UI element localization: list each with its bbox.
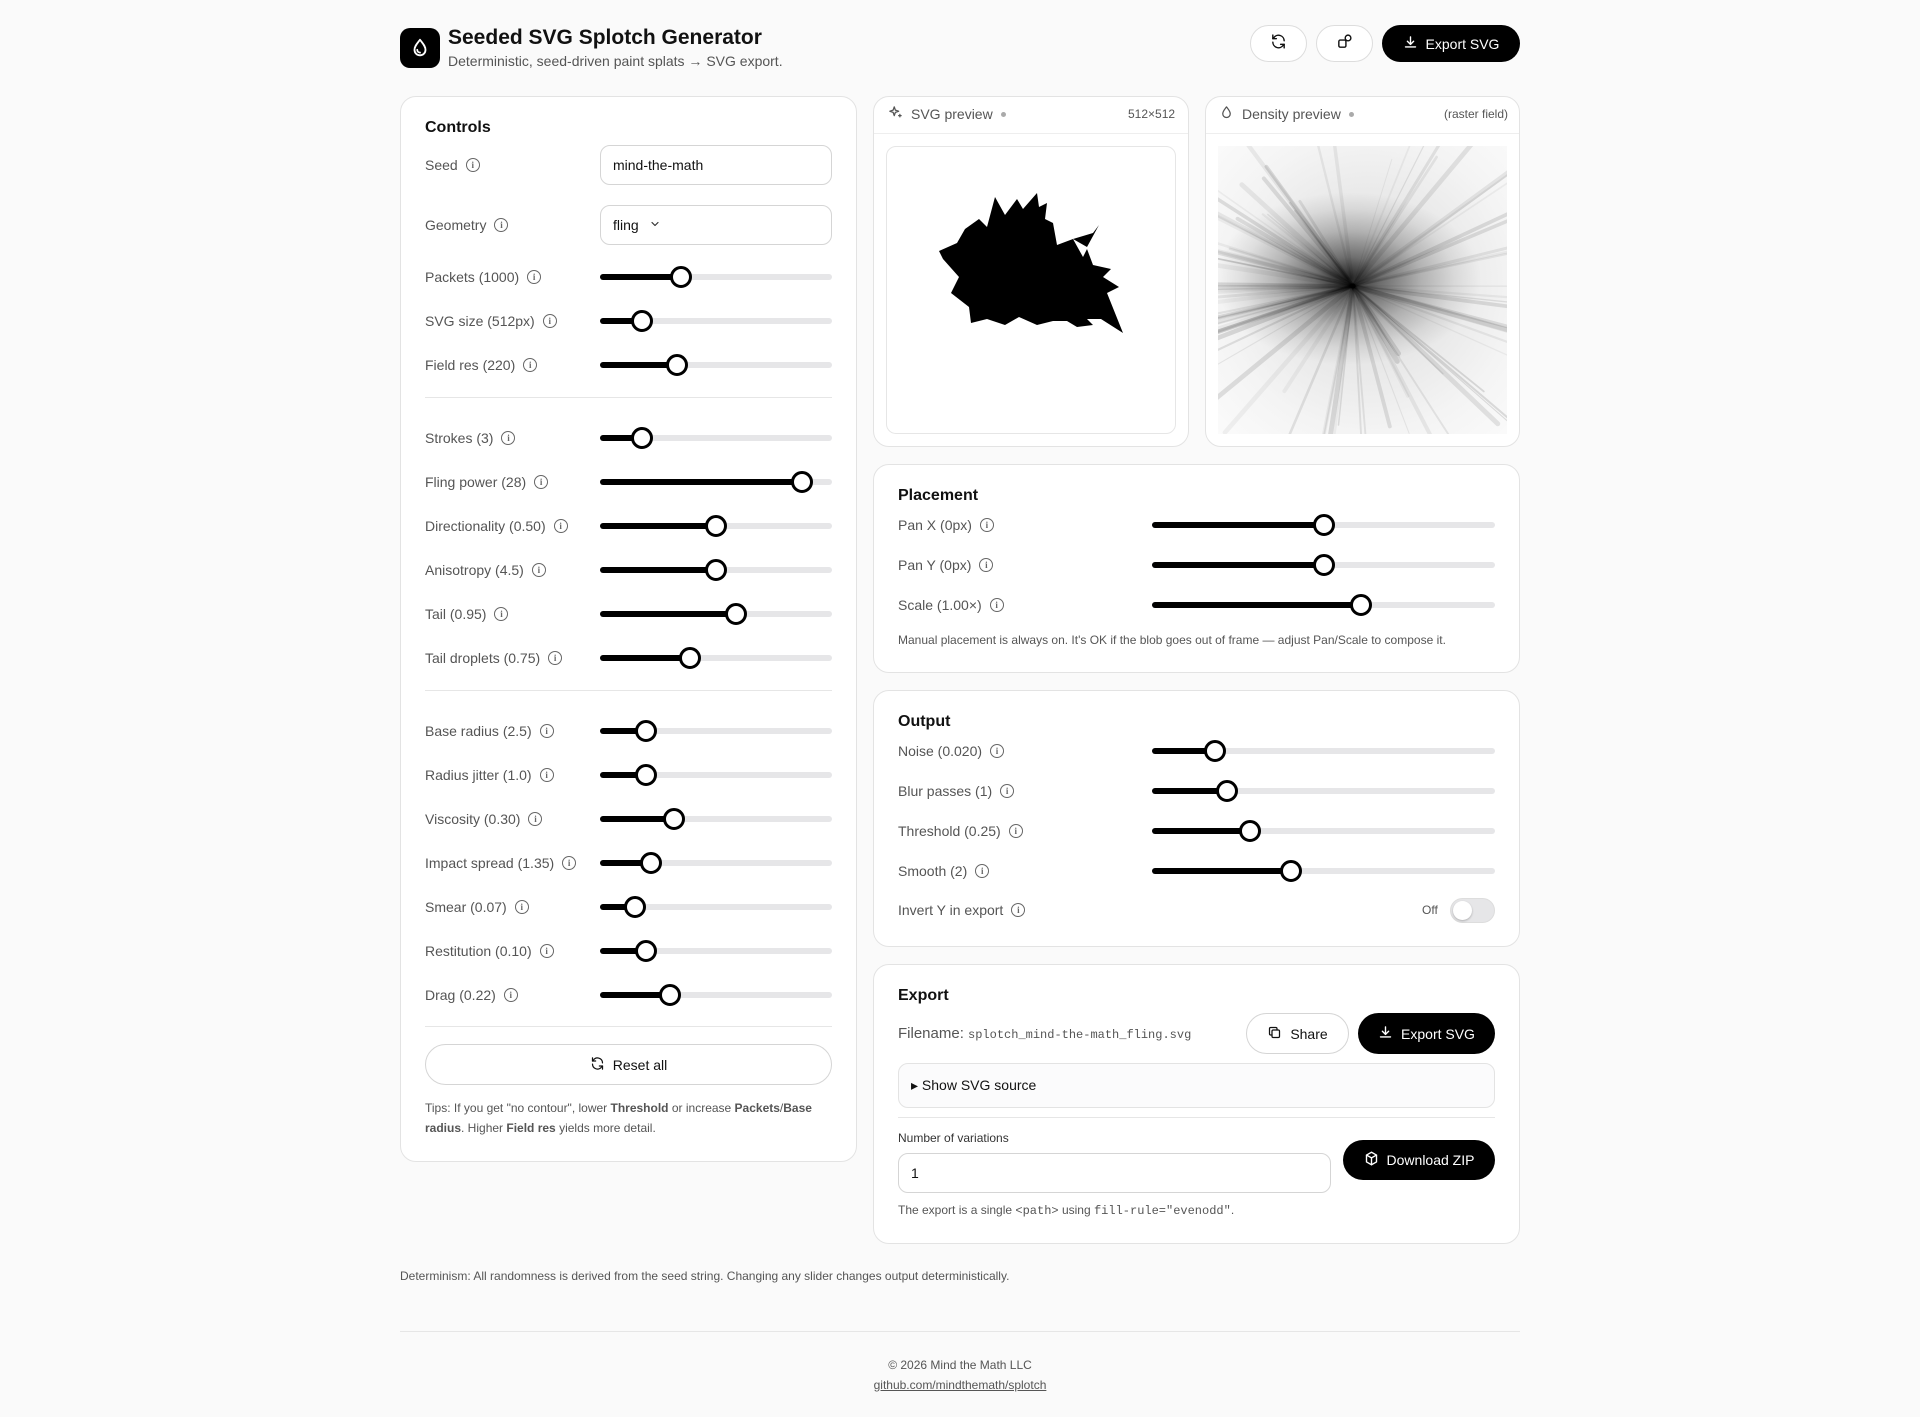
slider-thumb[interactable] (1313, 554, 1335, 576)
page-subtitle: Deterministic, seed-driven paint splats → SVG export. (448, 53, 783, 69)
show-svg-source-toggle[interactable]: ▸ Show SVG source (898, 1063, 1495, 1108)
regenerate-button[interactable] (1250, 25, 1307, 62)
directionality-slider[interactable] (600, 513, 832, 539)
controls-title: Controls (425, 119, 491, 136)
chevron-down-icon (649, 217, 661, 233)
tail-droplets-slider[interactable] (600, 645, 832, 671)
tail-label: Tail (0.95) i (425, 604, 508, 624)
base-radius-label: Base radius (2.5) i (425, 721, 554, 741)
shuffle-icon (1336, 33, 1353, 55)
slider-thumb[interactable] (705, 559, 727, 581)
info-icon[interactable]: i (528, 812, 542, 826)
strokes-slider[interactable] (600, 425, 832, 451)
info-icon[interactable]: i (975, 864, 989, 878)
density-preview-header: Density preview (1219, 105, 1354, 123)
export-title: Export (898, 987, 949, 1004)
slider-thumb[interactable] (1350, 594, 1372, 616)
packets-label: Packets (1000) i (425, 267, 541, 287)
svg-size-label: SVG size (512px) i (425, 311, 557, 331)
placement-title: Placement (898, 487, 979, 504)
info-icon[interactable]: i (527, 270, 541, 284)
info-icon[interactable]: i (494, 607, 508, 621)
copyright: © 2026 Mind the Math LLC (888, 1358, 1032, 1372)
output-title: Output (898, 713, 951, 730)
info-icon[interactable]: i (501, 431, 515, 445)
threshold-slider[interactable] (1152, 818, 1495, 844)
base-radius-slider[interactable] (600, 718, 832, 744)
smooth-slider[interactable] (1152, 858, 1495, 884)
slider-thumb[interactable] (631, 310, 653, 332)
slider-thumb[interactable] (1239, 820, 1261, 842)
slider-thumb[interactable] (666, 354, 688, 376)
blur-passes-slider[interactable] (1152, 778, 1495, 804)
info-icon[interactable]: i (1011, 903, 1025, 917)
noise-label: Noise (0.020) i (898, 741, 1004, 761)
tail-droplets-label: Tail droplets (0.75) i (425, 648, 562, 668)
export-label: Export SVG (1425, 35, 1500, 52)
svg-preview-header: SVG preview (888, 105, 1006, 123)
fling-power-slider[interactable] (600, 469, 832, 495)
smear-slider[interactable] (600, 894, 832, 920)
slider-thumb[interactable] (679, 647, 701, 669)
scale-slider[interactable] (1152, 592, 1495, 618)
blur-passes-label: Blur passes (1) i (898, 781, 1014, 801)
page-title: Seeded SVG Splotch Generator (448, 26, 762, 49)
info-icon[interactable]: i (990, 744, 1004, 758)
restitution-label: Restitution (0.10) i (425, 941, 554, 961)
variations-label: Number of variations (898, 1131, 1009, 1145)
info-icon[interactable]: i (548, 651, 562, 665)
placement-note: Manual placement is always on. It's OK if the blob goes out of frame — adjust Pan/Scale to compose it. (898, 633, 1446, 647)
determinism-note: Determinism: All randomness is derived from the seed string. Changing any slider changes output deterministically. (400, 1269, 1010, 1283)
info-icon[interactable]: i (532, 563, 546, 577)
slider-thumb[interactable] (705, 515, 727, 537)
copy-icon (1267, 1025, 1282, 1043)
info-icon[interactable]: i (540, 724, 554, 738)
download-icon (1378, 1025, 1393, 1043)
radius-jitter-slider[interactable] (600, 762, 832, 788)
packets-slider[interactable] (600, 264, 832, 290)
slider-thumb[interactable] (635, 940, 657, 962)
svg-preview-canvas (886, 146, 1176, 434)
slider-thumb[interactable] (1216, 780, 1238, 802)
pan-y-slider[interactable] (1152, 552, 1495, 578)
export-svg-button[interactable]: Export SVG (1358, 1013, 1495, 1054)
slider-thumb[interactable] (1204, 740, 1226, 762)
directionality-label: Directionality (0.50) i (425, 516, 568, 536)
divider (425, 690, 832, 691)
viscosity-label: Viscosity (0.30) i (425, 809, 542, 829)
info-icon[interactable]: i (1000, 784, 1014, 798)
info-icon[interactable]: i (466, 158, 480, 172)
slider-thumb[interactable] (791, 471, 813, 493)
slider-thumb[interactable] (640, 852, 662, 874)
density-rays (1218, 146, 1507, 434)
invert-y-toggle[interactable] (1450, 898, 1495, 923)
info-icon[interactable]: i (543, 314, 557, 328)
randomize-seed-button[interactable] (1316, 25, 1373, 62)
pan-x-slider[interactable] (1152, 512, 1495, 538)
impact-spread-label: Impact spread (1.35) i (425, 853, 576, 873)
scale-label: Scale (1.00×) i (898, 595, 1004, 615)
info-icon[interactable]: i (534, 475, 548, 489)
repo-link[interactable]: github.com/mindthemath/splotch (873, 1378, 1047, 1392)
download-icon (1403, 35, 1418, 53)
info-icon[interactable]: i (540, 768, 554, 782)
info-icon[interactable]: i (980, 518, 994, 532)
info-icon[interactable]: i (562, 856, 576, 870)
variations-input[interactable]: 1 (898, 1153, 1331, 1193)
svg-size-slider[interactable] (600, 308, 832, 334)
droplet-icon (400, 28, 440, 68)
anisotropy-slider[interactable] (600, 557, 832, 583)
viscosity-slider[interactable] (600, 806, 832, 832)
slider-thumb[interactable] (624, 896, 646, 918)
slider-thumb[interactable] (670, 266, 692, 288)
filename-display: Filename: splotch_mind-the-math_fling.svg (898, 1025, 1192, 1042)
droplet-icon (1219, 105, 1234, 123)
info-icon[interactable]: i (523, 358, 537, 372)
slider-thumb[interactable] (1280, 860, 1302, 882)
seed-input[interactable]: mind-the-math (600, 145, 832, 185)
density-meta: (raster field) (1444, 107, 1509, 121)
threshold-label: Threshold (0.25) i (898, 821, 1023, 841)
divider (425, 397, 832, 398)
impact-spread-slider[interactable] (600, 850, 832, 876)
splotch-shape (887, 147, 1177, 435)
slider-thumb[interactable] (635, 764, 657, 786)
anisotropy-label: Anisotropy (4.5) i (425, 560, 546, 580)
tail-slider[interactable] (600, 601, 832, 627)
slider-thumb[interactable] (631, 427, 653, 449)
export-note: The export is a single <path> using fill-rule="evenodd". (898, 1203, 1235, 1218)
strokes-label: Strokes (3) i (425, 428, 515, 448)
invert-y-state: Off (1422, 903, 1438, 917)
info-icon[interactable]: i (494, 218, 508, 232)
slider-thumb[interactable] (635, 720, 657, 742)
field-res-label: Field res (220) i (425, 355, 537, 375)
info-icon[interactable]: i (540, 944, 554, 958)
seed-label: Seed i (425, 155, 480, 175)
geometry-label: Geometry i (425, 215, 508, 235)
pan-x-label: Pan X (0px) i (898, 515, 994, 535)
restitution-slider[interactable] (600, 938, 832, 964)
svg-size-meta: 512×512 (1128, 107, 1176, 121)
fling-power-label: Fling power (28) i (425, 472, 548, 492)
geometry-select[interactable]: fling (600, 205, 832, 245)
refresh-icon (1270, 33, 1287, 55)
radius-jitter-label: Radius jitter (1.0) i (425, 765, 554, 785)
info-icon[interactable]: i (979, 558, 993, 572)
refresh-icon (590, 1056, 605, 1074)
slider-thumb[interactable] (725, 603, 747, 625)
download-zip-button[interactable]: Download ZIP (1343, 1140, 1495, 1180)
invert-y-label: Invert Y in export i (898, 900, 1025, 920)
divider (425, 1026, 832, 1027)
pan-y-label: Pan Y (0px) i (898, 555, 993, 575)
info-icon[interactable]: i (1009, 824, 1023, 838)
density-preview-canvas (1218, 146, 1507, 434)
slider-thumb[interactable] (1313, 514, 1335, 536)
package-icon (1364, 1151, 1379, 1169)
slider-thumb[interactable] (659, 984, 681, 1006)
noise-slider[interactable] (1152, 738, 1495, 764)
info-icon[interactable]: i (504, 988, 518, 1002)
info-icon[interactable]: i (554, 519, 568, 533)
smooth-label: Smooth (2) i (898, 861, 989, 881)
field-res-slider[interactable] (600, 352, 832, 378)
reset-all-button[interactable]: Reset all (425, 1044, 832, 1085)
share-button[interactable]: Share (1246, 1013, 1349, 1054)
header-export-svg-button[interactable] (1382, 25, 1520, 62)
tips-text: Tips: If you get "no contour", lower Threshold or increase Packets/Base radius. Higher Field res yields more detail. (425, 1101, 812, 1135)
drag-slider[interactable] (600, 982, 832, 1008)
sparkles-icon (888, 105, 903, 123)
repo-link-wrap (0, 1378, 1920, 1392)
drag-label: Drag (0.22) i (425, 985, 518, 1005)
info-icon[interactable]: i (515, 900, 529, 914)
slider-thumb[interactable] (663, 808, 685, 830)
smear-label: Smear (0.07) i (425, 897, 529, 917)
info-icon[interactable]: i (990, 598, 1004, 612)
